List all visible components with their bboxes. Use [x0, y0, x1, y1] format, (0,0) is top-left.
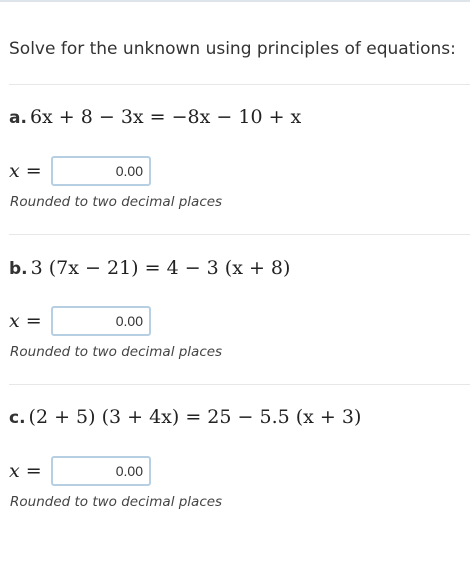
variable-label	[9, 460, 51, 482]
question-letter: a.	[9, 108, 27, 128]
rounding-hint: Rounded to two decimal places	[10, 194, 223, 210]
section-divider	[9, 84, 470, 85]
answer-input-b[interactable]	[51, 306, 151, 336]
variable-name: x	[9, 310, 20, 332]
question-equation: (2 + 5) (3 + 4x) = 25 − 5.5 (x + 3)	[28, 406, 362, 428]
variable-label	[9, 160, 51, 182]
variable-name: x	[9, 460, 20, 482]
equals-sign: =	[25, 460, 42, 482]
rounding-hint: Rounded to two decimal places	[10, 494, 223, 510]
answer-input-a[interactable]	[51, 156, 151, 186]
question-a	[9, 106, 301, 128]
question-letter: c.	[9, 408, 26, 428]
variable-label	[9, 310, 51, 332]
answer-input-c[interactable]	[51, 456, 151, 486]
question-letter: b.	[9, 259, 28, 279]
top-border	[0, 0, 470, 2]
question-b	[9, 257, 290, 279]
answer-row-b	[9, 305, 151, 337]
question-equation: 3 (7x − 21) = 4 − 3 (x + 8)	[30, 257, 291, 279]
answer-row-c	[9, 455, 151, 487]
equals-sign: =	[25, 160, 42, 182]
question-equation: 6x + 8 − 3x = −8x − 10 + x	[29, 106, 302, 128]
answer-row-a	[9, 155, 151, 187]
section-divider	[9, 384, 470, 385]
rounding-hint: Rounded to two decimal places	[10, 344, 223, 360]
equals-sign: =	[25, 310, 42, 332]
section-divider	[9, 234, 470, 235]
instruction-text: Solve for the unknown using principles of equations:	[9, 39, 456, 59]
variable-name: x	[9, 160, 20, 182]
question-c	[9, 406, 361, 428]
